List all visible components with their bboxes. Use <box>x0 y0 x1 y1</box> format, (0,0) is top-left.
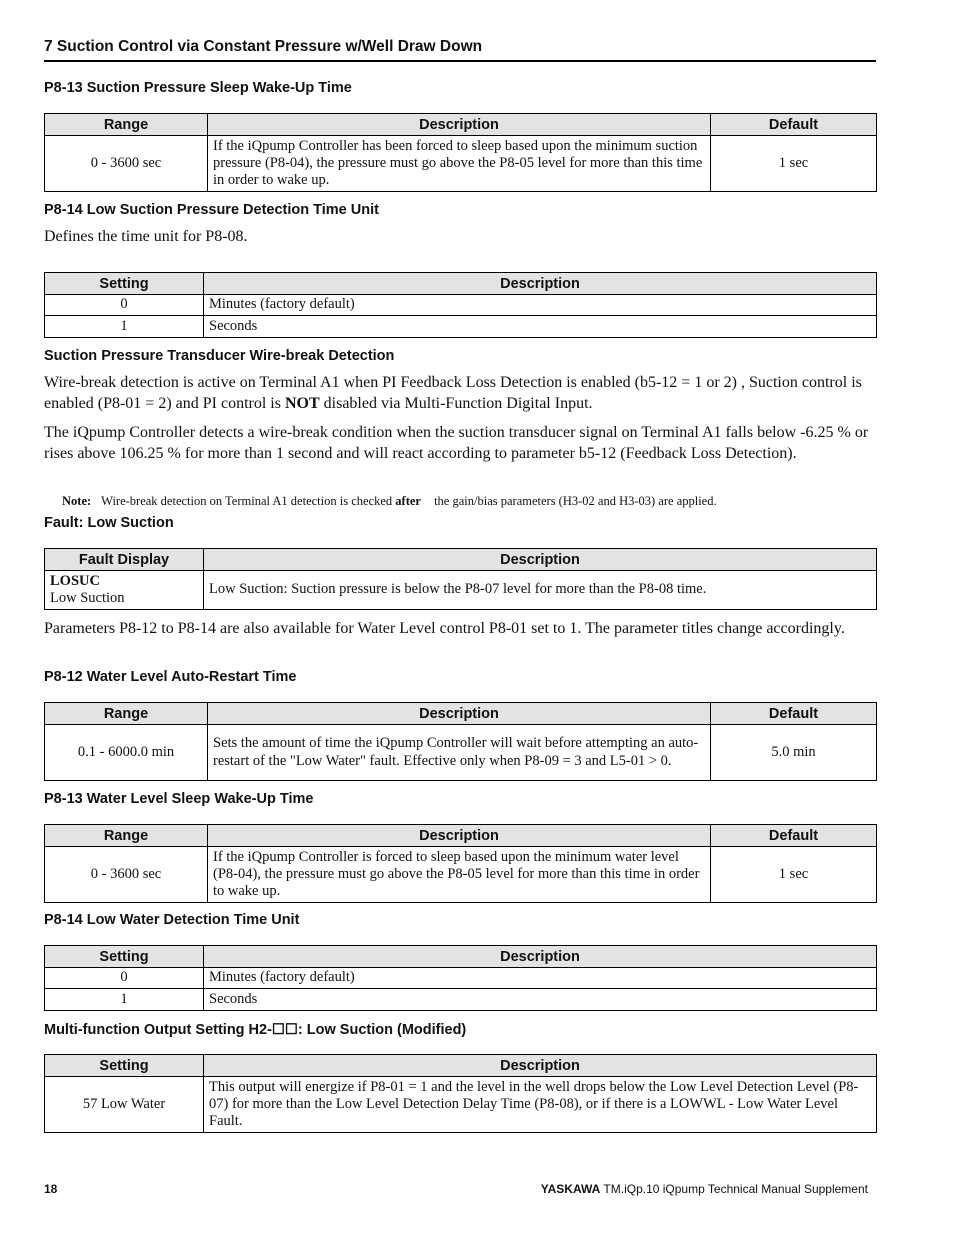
chapter-rule <box>44 60 876 62</box>
cell-default: 1 sec <box>711 847 877 903</box>
table-row <box>45 989 877 1011</box>
cell-description: Low Suction: Suction pressure is below the P8-07 level for more than the P8-08 time. <box>204 571 877 610</box>
col-header-description: Description <box>204 549 877 571</box>
table-header-row <box>45 1055 877 1077</box>
section-title-p8-14-suction: P8-14 Low Suction Pressure Detection Time Unit <box>44 202 379 218</box>
table-p8-13-suction <box>44 113 877 192</box>
table-row <box>45 1077 877 1133</box>
col-header-description: Description <box>204 273 877 295</box>
table-row <box>45 847 877 903</box>
cell-description: Minutes (factory default) <box>204 968 877 989</box>
col-header-range: Range <box>45 825 208 847</box>
col-header-default: Default <box>711 114 877 136</box>
paragraph-wire-break-2: The iQpump Controller detects a wire-break condition when the suction transducer signal on Terminal A1 falls below -6.25 % or rises above 106.25 % for more than 1 second and will react according to parameter b5-12 (Feedback Loss Detection). <box>44 424 869 462</box>
emphasis: NOT <box>284 394 320 412</box>
note <box>62 494 717 509</box>
table-header-row <box>45 703 877 725</box>
table-row <box>45 316 877 338</box>
table-h2-output <box>44 1054 877 1133</box>
cell-description: Seconds <box>204 316 877 338</box>
col-header-setting: Setting <box>45 273 204 295</box>
table-row <box>45 295 877 316</box>
col-header-range: Range <box>45 703 208 725</box>
cell-setting: 1 <box>45 316 204 338</box>
table-header-row <box>45 273 877 295</box>
table-row <box>45 571 877 610</box>
col-header-default: Default <box>711 825 877 847</box>
col-header-description: Description <box>204 946 877 968</box>
col-header-setting: Setting <box>45 946 204 968</box>
fault-code: LOSUC <box>50 572 100 589</box>
table-row <box>45 725 877 781</box>
table-fault-low-suction <box>44 548 877 610</box>
note-text: Wire-break detection on Terminal A1 detection is checked <box>101 494 396 508</box>
doc-name: TM.iQp.10 iQpump Technical Manual Supplement <box>603 1182 868 1196</box>
section-title-p8-13-water: P8-13 Water Level Sleep Wake-Up Time <box>44 791 314 807</box>
text: disabled via Multi-Function Digital Input. <box>319 394 593 412</box>
paragraph-water-level: Parameters P8-12 to P8-14 are also available for Water Level control P8-01 set to 1. The parameter titles change accordingly. <box>44 620 845 637</box>
table-p8-13-water <box>44 824 877 903</box>
section-title-wire-break: Suction Pressure Transducer Wire-break Detection <box>44 348 395 364</box>
cell-fault-display <box>45 571 204 610</box>
table-p8-12-water <box>44 702 877 781</box>
table-header-row <box>45 825 877 847</box>
cell-description: Sets the amount of time the iQpump Controller will wait before attempting an auto-restart of the "Low Water" fault. Effective only when P8-09 = 3 and L5-01 > 0. <box>208 725 711 781</box>
section-title-fault: Fault: Low Suction <box>44 515 174 531</box>
chapter-title: 7 Suction Control via Constant Pressure w/Well Draw Down <box>44 38 483 55</box>
cell-description: If the iQpump Controller has been forced to sleep based upon the minimum suction pressure (P8-04), the pressure must go above the P8-05 level for more than this time in order to wake up. <box>208 136 711 192</box>
col-header-fault-display: Fault Display <box>45 549 204 571</box>
col-header-description: Description <box>208 703 711 725</box>
cell-description: Seconds <box>204 989 877 1011</box>
fault-name: Low Suction <box>50 590 125 606</box>
section-title-p8-12-water: P8-12 Water Level Auto-Restart Time <box>44 669 297 685</box>
brand-name: YASKAWA <box>540 1182 601 1196</box>
table-header-row <box>45 946 877 968</box>
col-header-default: Default <box>711 703 877 725</box>
note-label: Note: <box>62 494 92 508</box>
cell-description: Minutes (factory default) <box>204 295 877 316</box>
table-p8-14-suction <box>44 272 877 338</box>
cell-description: This output will energize if P8-01 = 1 and the level in the well drops below the Low Level Detection Level (P8-07) for more than the Low Level Detection Delay Time (P8-08), or if there is a LOWWL - Low Water Level Fault. <box>204 1077 877 1133</box>
section-title-p8-13-suction: P8-13 Suction Pressure Sleep Wake-Up Time <box>44 80 352 96</box>
table-row <box>45 968 877 989</box>
col-header-description: Description <box>208 825 711 847</box>
cell-setting: 0 <box>45 968 204 989</box>
col-header-range: Range <box>45 114 208 136</box>
note-emphasis: after <box>395 494 421 508</box>
cell-range: 0.1 - 6000.0 min <box>45 725 208 781</box>
cell-setting: 57 Low Water <box>45 1077 204 1133</box>
cell-range: 0 - 3600 sec <box>45 847 208 903</box>
cell-default: 5.0 min <box>711 725 877 781</box>
cell-setting: 1 <box>45 989 204 1011</box>
section-title-p8-14-water: P8-14 Low Water Detection Time Unit <box>44 912 300 928</box>
table-header-row <box>45 549 877 571</box>
paragraph-wire-break-1 <box>44 373 876 414</box>
note-text: the gain/bias parameters (H3-02 and H3-03) are applied. <box>430 494 717 508</box>
col-header-description: Description <box>208 114 711 136</box>
col-header-description: Description <box>204 1055 877 1077</box>
table-p8-14-water <box>44 945 877 1011</box>
cell-setting: 0 <box>45 295 204 316</box>
footer-doc-title <box>541 1182 868 1196</box>
text: Wire-break detection is active on Terminal A1 when PI Feedback Loss Detection is enabled (b5-12 = 1 or 2) , Suction control is enabled (P8-01 = 2) and PI control is <box>44 374 862 412</box>
table-row <box>45 136 877 192</box>
section-text: Defines the time unit for P8-08. <box>44 228 248 245</box>
table-header-row <box>45 114 877 136</box>
cell-default: 1 sec <box>711 136 877 192</box>
cell-range: 0 - 3600 sec <box>45 136 208 192</box>
col-header-setting: Setting <box>45 1055 204 1077</box>
page-number: 18 <box>44 1182 58 1196</box>
cell-description: If the iQpump Controller is forced to sleep based upon the minimum water level (P8-04), the pressure must go above the P8-05 level for more than this time in order to wake up. <box>208 847 711 903</box>
section-title-h2-output: Multi-function Output Setting H2-☐☐: Low Suction (Modified) <box>44 1022 467 1038</box>
